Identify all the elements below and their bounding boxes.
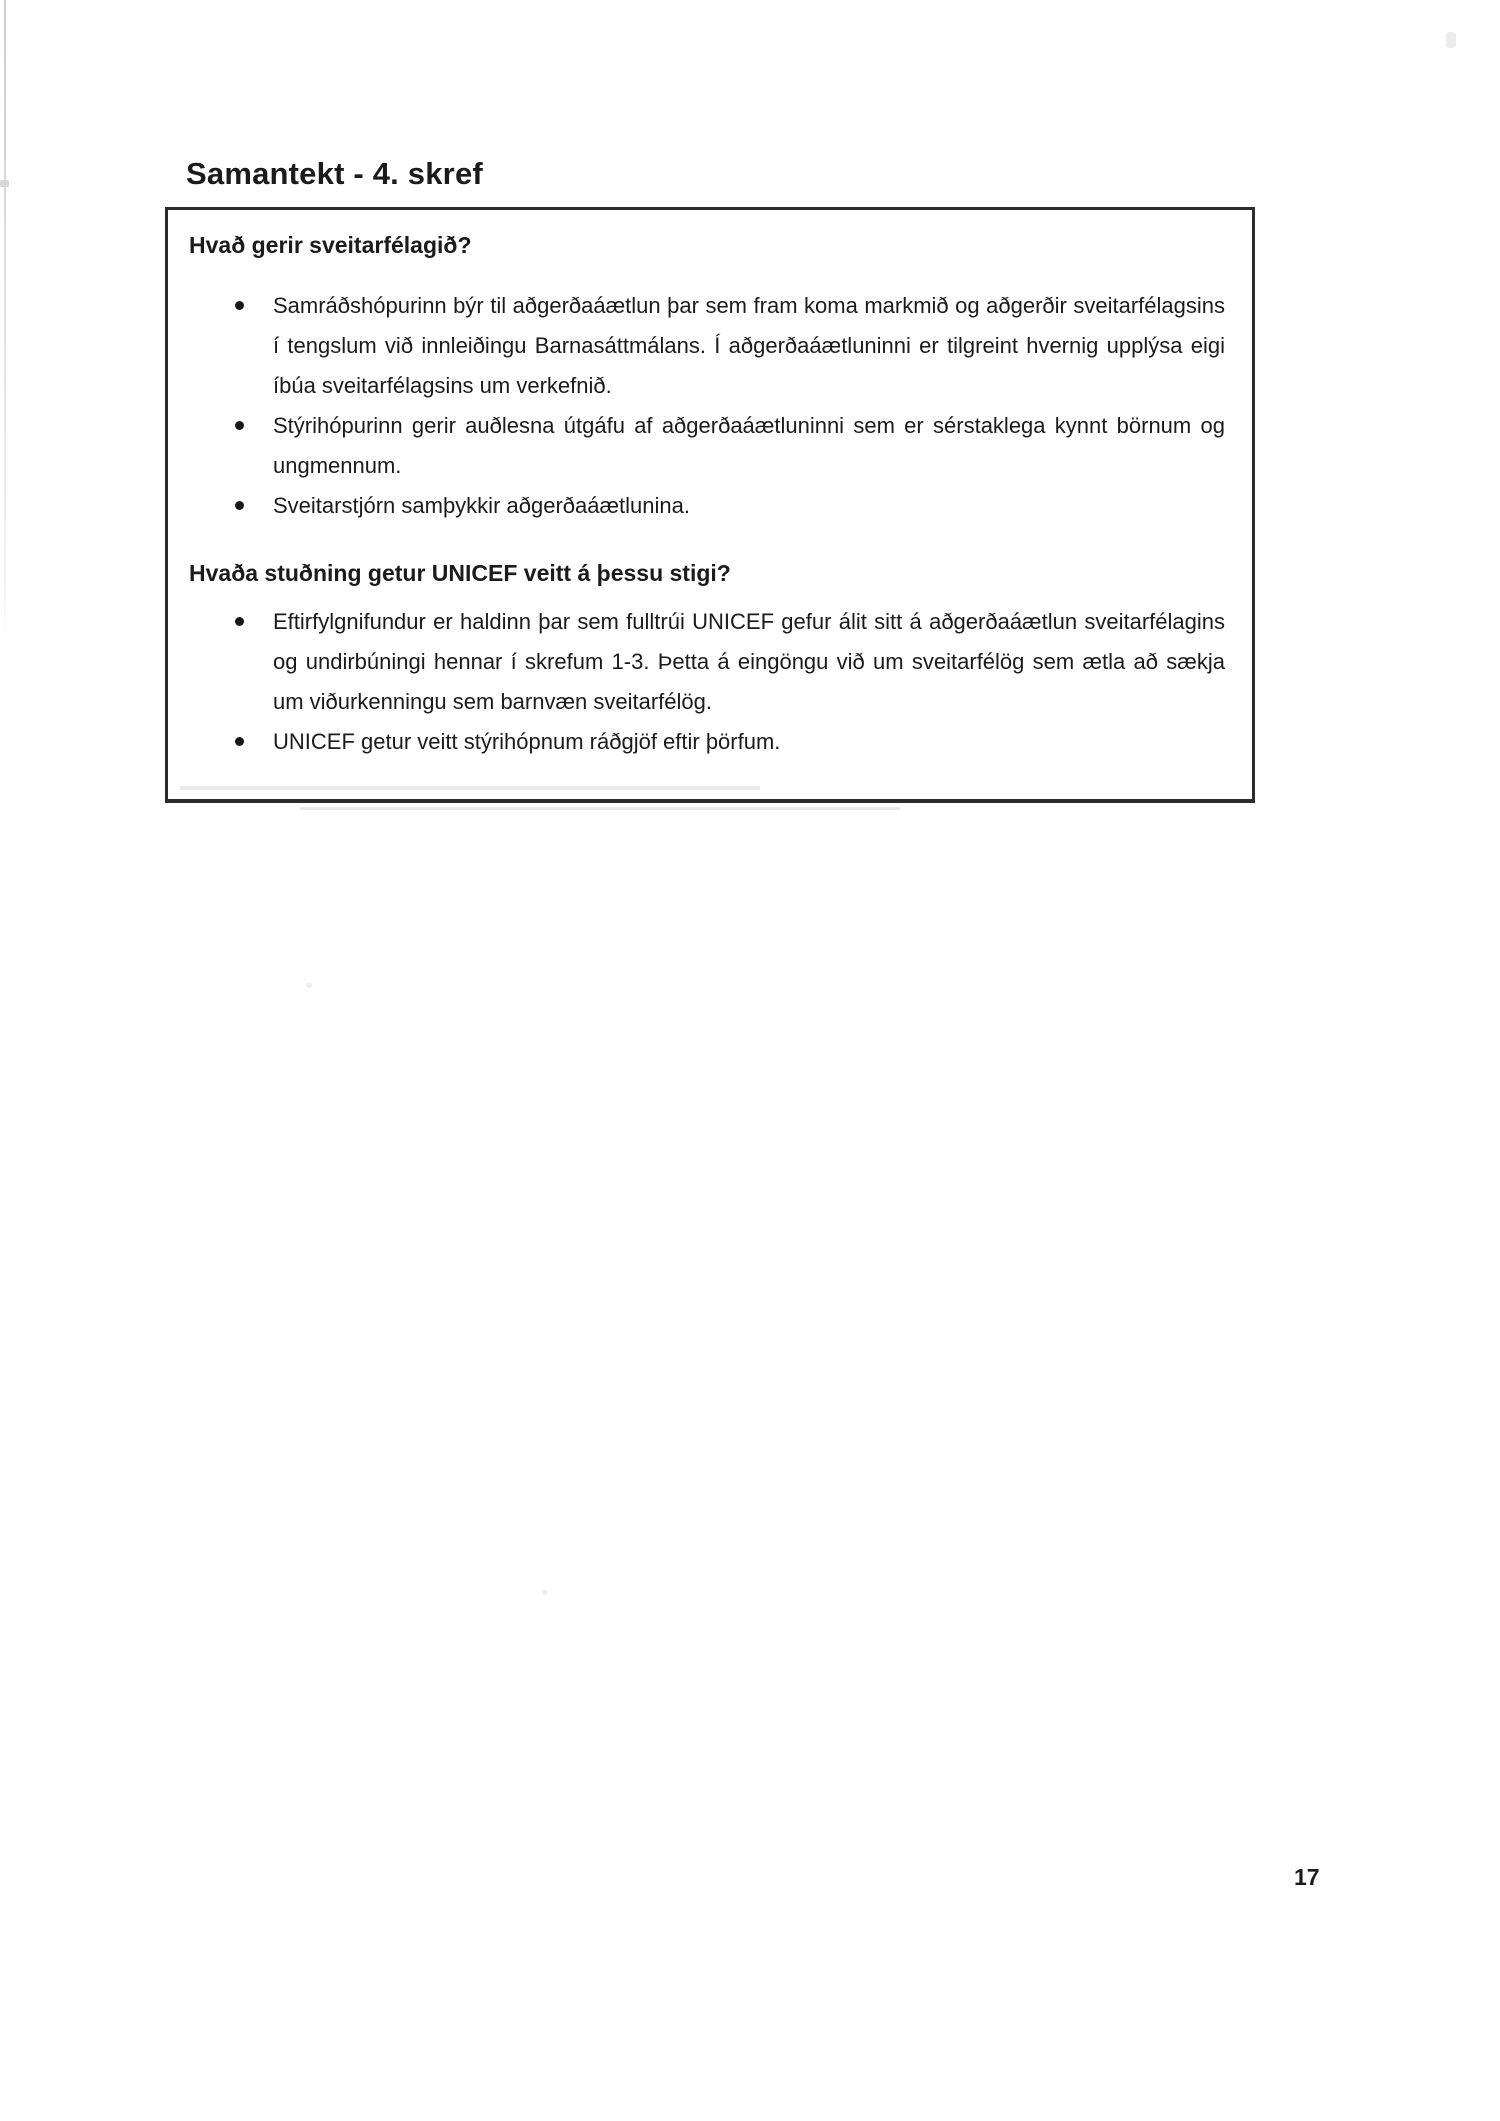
bullet-text: Stýrihópurinn gerir auðlesna útgáfu af aðgerðaáætluninni sem er sérstaklega kynnt börnum og ungmennum.	[273, 413, 1225, 478]
list-item	[189, 722, 1225, 762]
section-heading-what-does-municipality-do: Hvað gerir sveitarfélagið?	[189, 232, 472, 258]
bullet-icon	[235, 501, 244, 510]
list-item	[189, 602, 1225, 722]
bullet-marker	[189, 286, 273, 310]
page-title: Samantekt - 4. skref	[186, 155, 483, 191]
bullet-text: Samráðshópurinn býr til aðgerðaáætlun þar sem fram koma markmið og aðgerðir sveitarfélagsins í tengslum við innleiðingu Barnasáttmálans. Í aðgerðaáætluninni er tilgreint hvernig upplýsa eigi íbúa sveitarfélagsins um verkefnið.	[273, 293, 1225, 398]
list-item	[189, 486, 1225, 526]
page-number: 17	[1294, 1864, 1320, 1890]
bullet-marker	[189, 722, 273, 746]
scan-artifact-left-edge-line	[4, 0, 6, 645]
bullet-icon	[235, 421, 244, 430]
summary-box	[165, 207, 1255, 803]
scan-artifact-top-right-smudge	[1446, 32, 1456, 48]
bullet-list-municipality	[189, 286, 1225, 526]
scan-artifact-tick	[0, 180, 9, 187]
list-item	[189, 406, 1225, 486]
scan-artifact-speck	[542, 1590, 548, 1595]
bullet-text: UNICEF getur veitt stýrihópnum ráðgjöf eftir þörfum.	[273, 729, 781, 754]
bullet-text: Sveitarstjórn samþykkir aðgerðaáætlunina.	[273, 493, 690, 518]
list-item	[189, 286, 1225, 406]
bullet-text: Eftirfylgnifundur er haldinn þar sem fulltrúi UNICEF gefur álit sitt á aðgerðaáætlun sveitarfélagins og undirbúningi hennar í skrefum 1-3. Þetta á eingöngu við um sveitarfélög sem ætla að sækja um viðurkenningu sem barnvæn sveitarfélög.	[273, 609, 1225, 714]
bullet-icon	[235, 737, 244, 746]
bullet-marker	[189, 602, 273, 626]
bullet-list-unicef	[189, 602, 1225, 762]
bullet-marker	[189, 486, 273, 510]
scan-artifact-box-shadow-line	[300, 807, 900, 810]
scan-artifact-inner-smear	[180, 786, 760, 790]
bullet-icon	[235, 617, 244, 626]
bullet-marker	[189, 406, 273, 430]
scan-artifact-speck	[306, 983, 312, 988]
bullet-icon	[235, 301, 244, 310]
section-heading-unicef-support: Hvaða stuðning getur UNICEF veitt á þessu stigi?	[189, 560, 731, 586]
